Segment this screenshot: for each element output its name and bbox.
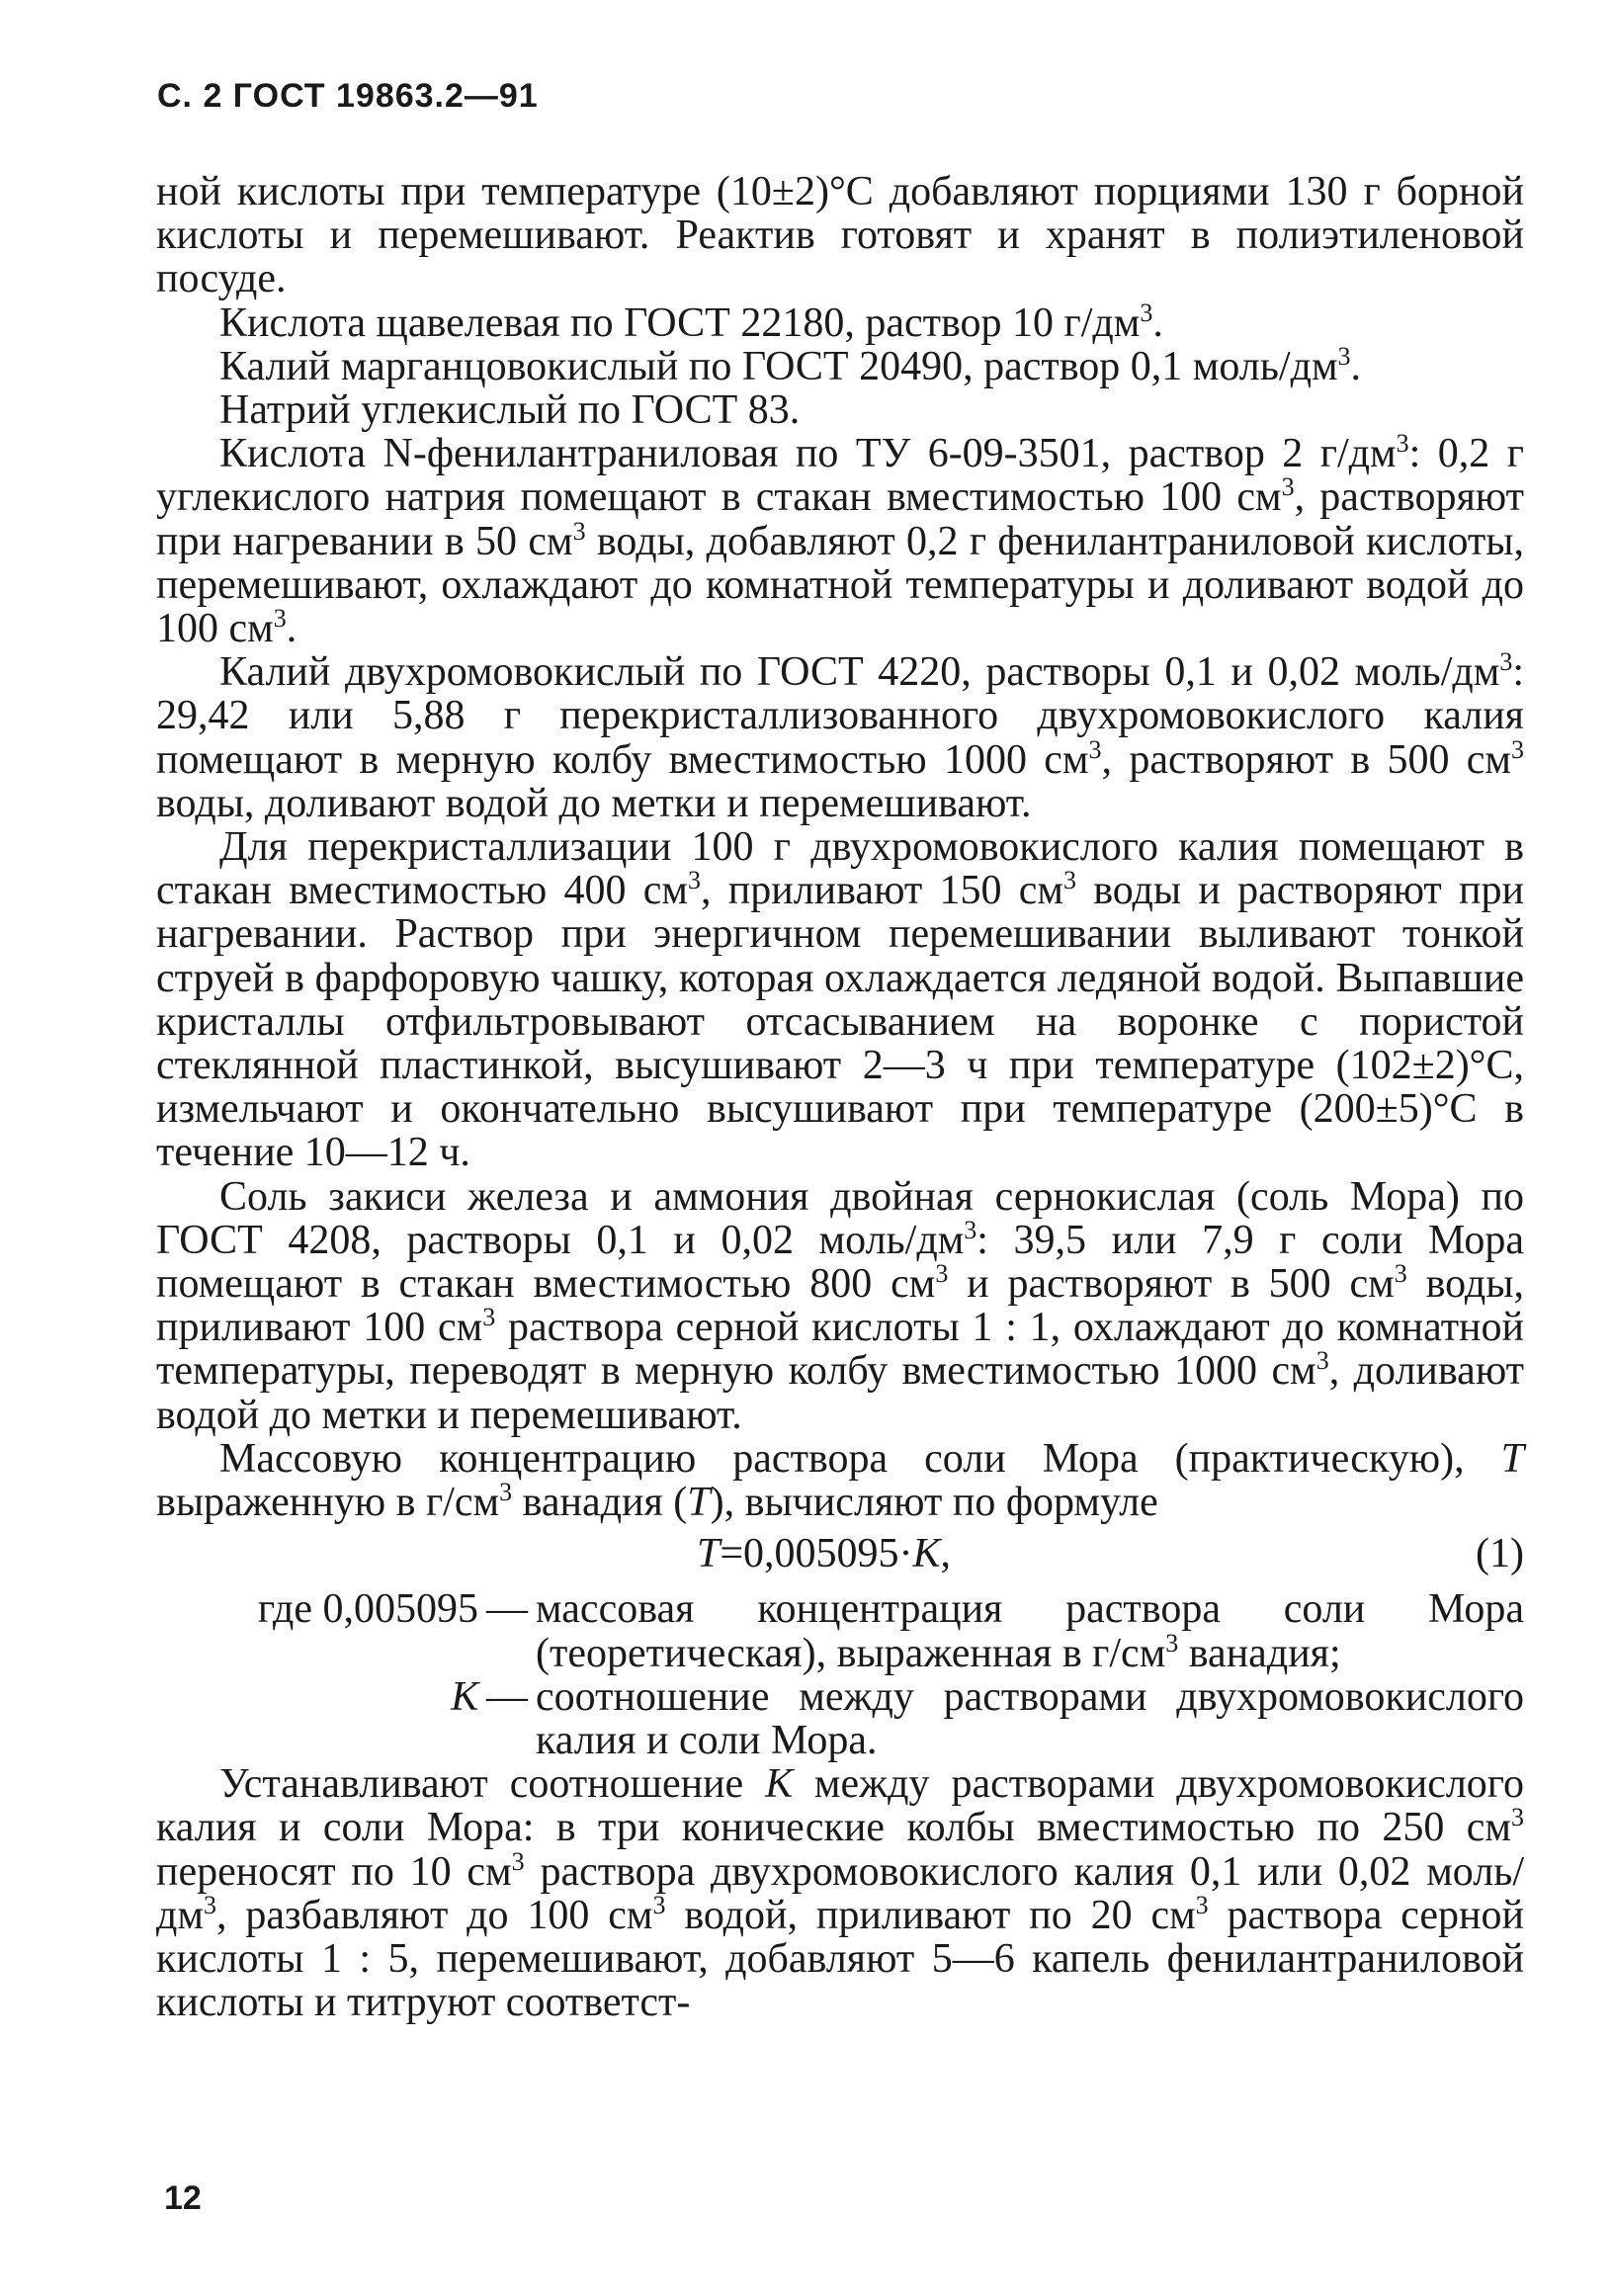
paragraph-mohr-salt: Соль закиси железа и аммония двойная сернокислая (соль Мора) по ГОСТ 4208, растворы 0,1 и 0,02 моль/$дм^3$: 39,5 или 7,9 г соли Мора помещают в стакан вместимостью 800 $см^3$ и растворяют в 500 $см^3$ воды, приливают 100 $см^3$ раствора серной кислоты 1 : 1, охлаждают до комнатной температуры, переводят в мерную колбу вместимостью 1000 $см^3$, доливают водой до метки и перемешивают. <box>156 1173 1524 1438</box>
legend-dash: — <box>486 1673 528 1720</box>
paragraph-permanganate: Калий марганцовокислый по ГОСТ 20490, раствор 0,1 моль/$дм^3$. <box>219 341 1362 389</box>
formula-expression: Т=0,005095·К, <box>697 1531 951 1577</box>
page-number: 12 <box>164 2179 202 2217</box>
paragraph-oxalic-acid: Кислота щавелевая по ГОСТ 22180, раствор 10 $г/дм^3$. <box>219 298 1163 346</box>
legend-label-constant: где 0,005095 <box>257 1586 478 1633</box>
formula-number: (1) <box>1476 1531 1524 1577</box>
legend-row-constant <box>156 1587 1524 1674</box>
formula-1 <box>156 1532 1524 1583</box>
legend-text-constant: массовая концентрация раствора соли Мора (теоретическая), выраженная в $г/см^3$ ванадия; <box>536 1586 1524 1676</box>
document-body <box>156 170 1524 2024</box>
paragraph-phenylanthranilic-acid: Кислота N-фенилантраниловая по ТУ 6-09-3501, раствор 2 $г/дм^3$: 0,2 г углекислого натрия помещают в стакан вместимостью 100 $см^3$, растворяют при нагревании в 50 $см^3$ воды, добавляют 0,2 г фенилантраниловой кислоты, перемешивают, охлаждают до комнатной температуры и доливают водой до 100 $см^3$. <box>156 429 1525 652</box>
paragraph-recrystallization: Для перекристаллизации 100 г двухромовокислого калия помещают в стакан вместимостью 400 $см^3$, приливают 150 $см^3$ воды и растворяют при нагревании. Раствор при энергичном перемешивании выливают тонкой струей в фарфоровую чашку, которая охлаждается ледяной водой. Выпавшие кристаллы отфильтровывают отсасыванием на воронке с пористой стеклянной пластинкой, высушивают 2—3 ч при температуре (102±2)°С, измельчают и окончательно высушивают при температуре (200±5)°С в течение 10—12 ч. <box>156 824 1524 1176</box>
paragraph-mass-concentration: Массовую концентрацию раствора соли Мора (практическую), Т выраженную в $г/см^3$ ванадия (Т), вычисляют по формуле <box>156 1435 1524 1526</box>
legend-dash: — <box>486 1586 528 1633</box>
paragraph-ratio-k: Устанавливают соотношение К между растворами двухромовокислого калия и соли Мора: в три конические колбы вместимостью по 250 $см^3$ переносят по 10 $см^3$ раствора двухромовокислого калия 0,1 или 0,02 моль/$дм^3$, разбавляют до 100 $см^3$ водой, приливают по 20 $см^3$ раствора серной кислоты 1 : 5, перемешивают, добавляют 5—6 капель фенилантраниловой кислоты и титруют соответст- <box>156 1761 1524 2026</box>
legend-row-k <box>156 1675 1524 1762</box>
paragraph-sodium-carbonate: Натрий углекислый по ГОСТ 83. <box>219 387 801 434</box>
paragraph-1: ной кислоты при температуре (10±2)°С добавляют порциями 130 г борной кислоты и перемешивают. Реактив готовят и хранят в полиэтиленовой посуде. <box>156 169 1524 302</box>
legend-text-k: соотношение между растворами двухромовокислого калия и соли Мора. <box>536 1673 1524 1763</box>
formula-legend <box>156 1587 1524 1762</box>
legend-label-k: К <box>451 1673 478 1720</box>
page-header: С. 2 ГОСТ 19863.2—91 <box>157 77 539 115</box>
paragraph-dichromate: Калий двухромовокислый по ГОСТ 4220, растворы 0,1 и 0,02 моль/$дм^3$: 29,42 или 5,88 г перекристаллизованного двухромовокислого калия помещают в мерную колбу вместимостью 1000 $см^3$, растворяют в 500 $см^3$ воды, доливают водой до метки и перемешивают. <box>156 647 1524 826</box>
